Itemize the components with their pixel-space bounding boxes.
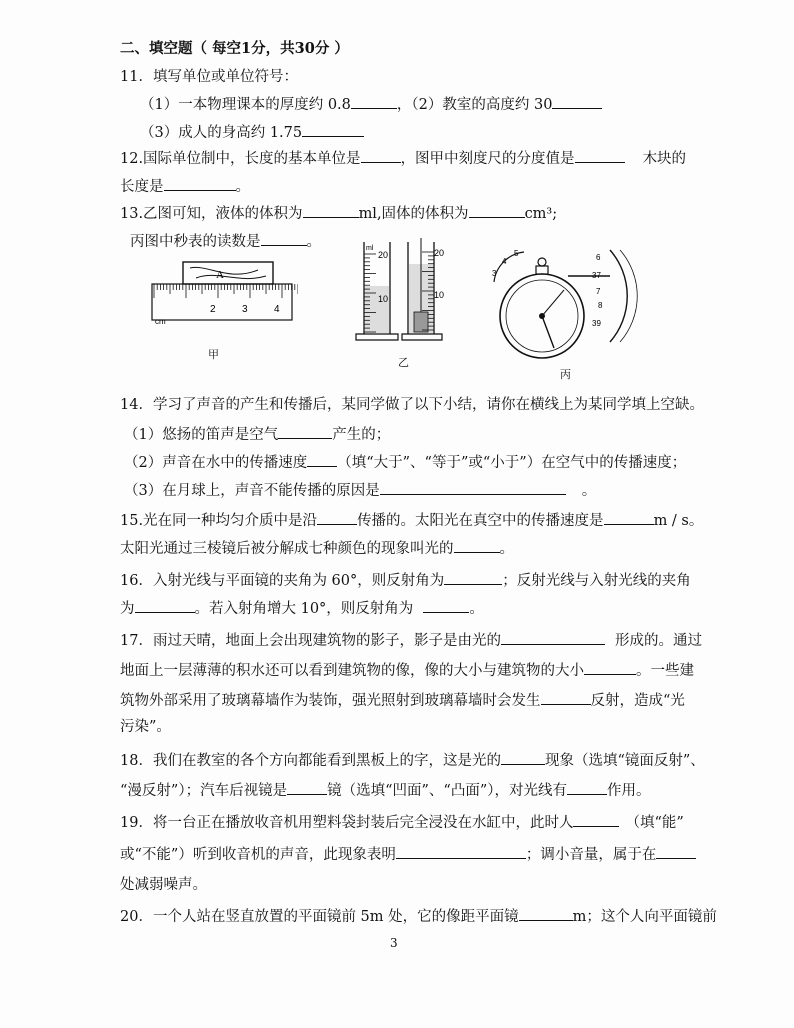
q17-line3 xyxy=(120,690,685,710)
q20-line1 xyxy=(120,906,717,926)
big-dial-label: 7 xyxy=(596,287,601,296)
q11-part3: （3）成人的身高约 1.75 xyxy=(140,125,303,141)
q16-text: 。 xyxy=(469,601,484,617)
ruler-tick-label: 4 xyxy=(274,304,280,315)
q17-text: 反射，造成“光 xyxy=(590,693,685,709)
figure-yi-cylinders xyxy=(350,236,460,348)
q14-text: （填“大于”、“等于”或“小于”）在空气中的传播速度； xyxy=(337,455,687,471)
q15-text: 传播的。太阳光在真空中的传播速度是 xyxy=(357,513,604,529)
q15-text: 。 xyxy=(499,541,514,557)
q14-text: （1）悠扬的笛声是空气 xyxy=(124,427,279,443)
q20-text: 20．一个人站在竖直放置的平面镜前 5m 处，它的像距平面镜 xyxy=(120,909,519,925)
cylinder-2-label: 10 xyxy=(434,290,445,300)
q17-line2 xyxy=(120,660,694,680)
answer-blank[interactable] xyxy=(423,598,469,613)
figure-bing-stopwatch xyxy=(484,242,644,366)
q12-text-b: ，图甲中刻度尺的分度值是 xyxy=(400,151,575,167)
answer-blank[interactable] xyxy=(567,780,607,795)
q16-line2 xyxy=(120,598,484,618)
q14-text: （3）在月球上，声音不能传播的原因是 xyxy=(124,483,380,499)
cylinder-1-label: 20 xyxy=(378,250,389,260)
figure-jia-ruler xyxy=(148,256,298,336)
ruler-unit: cm xyxy=(155,317,166,326)
q13-text-c: cm³; xyxy=(524,206,558,222)
answer-blank[interactable] xyxy=(302,122,364,137)
big-dial-label: 8 xyxy=(598,301,603,310)
answer-blank[interactable] xyxy=(454,538,500,553)
q11-part2: ，（2）教室的高度约 30 xyxy=(396,97,553,113)
q15-text: m / s。 xyxy=(653,513,704,529)
q17-text: 地面上一层薄薄的积水还可以看到建筑物的像，像的大小与建筑物的大小 xyxy=(120,663,584,679)
q18-line2 xyxy=(120,780,650,800)
q13-text-e: 。 xyxy=(306,234,321,250)
q11-part1: （1）一本物理课本的厚度约 0.8 xyxy=(140,97,351,113)
page-number: 3 xyxy=(390,936,398,950)
answer-blank[interactable] xyxy=(584,660,636,675)
q18-text: 18．我们在教室的各个方向都能看到黑板上的字，这是光的 xyxy=(120,753,501,769)
answer-blank[interactable] xyxy=(164,176,236,191)
wood-grain xyxy=(190,267,266,278)
answer-blank[interactable] xyxy=(501,750,545,765)
q11-stem: 11．填写单位或单位符号： xyxy=(120,69,298,85)
q18-text: 作用。 xyxy=(606,783,651,799)
answer-blank[interactable] xyxy=(380,480,566,495)
q19-text: ；调小音量，属于在 xyxy=(525,847,657,863)
answer-blank[interactable] xyxy=(278,424,332,439)
q11-line1 xyxy=(140,94,602,114)
answer-blank[interactable] xyxy=(261,231,307,246)
cylinder-1-unit: ml xyxy=(366,245,374,252)
stopwatch-hand xyxy=(542,290,564,316)
big-dial-arc xyxy=(610,250,627,342)
q12-line2 xyxy=(120,176,250,196)
answer-blank[interactable] xyxy=(287,780,327,795)
ruler-ticks xyxy=(154,284,298,298)
answer-blank[interactable] xyxy=(444,570,502,585)
q19-text: 或“不能”）听到收音机的声音，此现象表明 xyxy=(120,847,396,863)
cylinder-2-base xyxy=(402,334,442,340)
answer-blank[interactable] xyxy=(303,203,359,218)
answer-blank[interactable] xyxy=(656,844,696,859)
q18-line1 xyxy=(120,750,705,770)
section-title: 二、填空题（ 每空1分，共30分 ） xyxy=(120,40,349,57)
q18-text: “漫反射”）；汽车后视镜是 xyxy=(120,783,288,799)
q12-text-e: 。 xyxy=(235,179,250,195)
q19-line1 xyxy=(120,812,684,832)
small-dial-label: 4 xyxy=(502,257,507,266)
q18-text: 现象（选填“镜面反射”、 xyxy=(544,753,705,769)
q13-text-b: ml,固体的体积为 xyxy=(358,206,469,222)
q19-line2 xyxy=(120,844,696,864)
answer-blank[interactable] xyxy=(361,148,401,163)
q16-text: ；反射光线与入射光线的夹角 xyxy=(502,573,691,589)
figure-bing-caption: 丙 xyxy=(560,368,571,381)
answer-blank[interactable] xyxy=(575,148,625,163)
q14-line2 xyxy=(124,452,686,472)
cylinder-1-label: 10 xyxy=(378,294,389,304)
q12-text-c: 木块的 xyxy=(642,151,687,167)
q11-line2 xyxy=(140,122,364,142)
big-dial-label: 39 xyxy=(592,319,601,328)
answer-blank[interactable] xyxy=(135,598,195,613)
q14-line3 xyxy=(124,480,596,500)
q15-line1 xyxy=(120,510,703,530)
stopwatch-crown xyxy=(536,266,548,274)
solid-object xyxy=(414,312,428,332)
q17-text: 筑物外部采用了玻璃幕墙作为装饰，强光照射到玻璃幕墙时会发生 xyxy=(120,693,541,709)
wood-block xyxy=(183,262,273,284)
big-dial-label: 37 xyxy=(592,271,601,280)
q17-text: 17．雨过天晴，地面上会出现建筑物的影子，影子是由光的 xyxy=(120,633,501,649)
answer-blank[interactable] xyxy=(351,94,397,109)
q17-text: 形成的。通过 xyxy=(614,633,702,649)
q17-line4: 污染”。 xyxy=(120,719,171,735)
q15-line2 xyxy=(120,538,514,558)
answer-blank[interactable] xyxy=(573,812,619,827)
stopwatch-ring xyxy=(538,258,546,266)
q15-text: 15.光在同一种均匀介质中是沿 xyxy=(120,513,318,529)
stopwatch-hand xyxy=(542,316,554,348)
q16-text: 16．入射光线与平面镜的夹角为 60°，则反射角为 xyxy=(120,573,445,589)
big-dial-label: 6 xyxy=(596,253,601,262)
answer-blank[interactable] xyxy=(307,452,337,467)
block-label: A xyxy=(216,269,224,281)
q19-text: （填“能” xyxy=(625,815,684,831)
q18-text: 镜（选填“凹面”、“凸面”），对光线有 xyxy=(327,783,567,799)
q14-line1 xyxy=(124,424,390,444)
q16-line1 xyxy=(120,570,691,590)
q12-text-d: 长度是 xyxy=(120,179,164,195)
small-dial-label: 3 xyxy=(492,269,497,278)
answer-blank[interactable] xyxy=(604,510,654,525)
q14-text: 。 xyxy=(581,483,597,499)
q14-text: 产生的； xyxy=(332,427,391,443)
cylinder-2-label: 20 xyxy=(434,248,445,258)
figure-jia-caption: 甲 xyxy=(208,348,219,361)
figure-yi-caption: 乙 xyxy=(398,356,409,369)
answer-blank[interactable] xyxy=(317,510,357,525)
answer-blank[interactable] xyxy=(519,906,573,921)
q12-line1 xyxy=(120,148,686,168)
q13-text-d: 丙图中秒表的读数是 xyxy=(130,234,261,250)
answer-blank[interactable] xyxy=(469,203,525,218)
q13-line1 xyxy=(120,203,557,223)
big-dial-arc-outer xyxy=(620,250,637,342)
q17-text: 。一些建 xyxy=(636,663,694,679)
q19-text: 19．将一台正在播放收音机用塑料袋封装后完全浸没在水缸中，此时人 xyxy=(120,815,574,831)
q14-stem: 14．学习了声音的产生和传播后，某同学做了以下小结，请你在横线上为某同学填上空缺。 xyxy=(120,397,704,413)
q13-text-a: 13.乙图可知，液体的体积为 xyxy=(120,206,303,222)
q15-text: 太阳光通过三棱镜后被分解成七种颜色的现象叫光的 xyxy=(120,541,454,557)
q17-line1 xyxy=(120,630,702,650)
q19-line3: 处减弱噪声。 xyxy=(120,877,207,893)
q16-text: 为 xyxy=(120,601,135,617)
q16-text: 。若入射角增大 10°，则反射角为 xyxy=(194,601,414,617)
small-dial-arc xyxy=(494,252,524,282)
answer-blank[interactable] xyxy=(396,844,526,859)
ruler-tick-label: 2 xyxy=(210,304,216,315)
q14-text: （2）声音在水中的传播速度 xyxy=(124,455,308,471)
answer-blank[interactable] xyxy=(552,94,602,109)
answer-blank[interactable] xyxy=(501,630,605,645)
cylinder-1-base xyxy=(356,334,398,340)
q20-text: m；这个人向平面镜前 xyxy=(572,909,717,925)
ruler-tick-label: 3 xyxy=(242,304,248,315)
q12-text-a: 12.国际单位制中，长度的基本单位是 xyxy=(120,151,361,167)
answer-blank[interactable] xyxy=(541,690,591,705)
small-dial-label: 5 xyxy=(514,249,519,258)
q13-line2 xyxy=(130,231,321,251)
